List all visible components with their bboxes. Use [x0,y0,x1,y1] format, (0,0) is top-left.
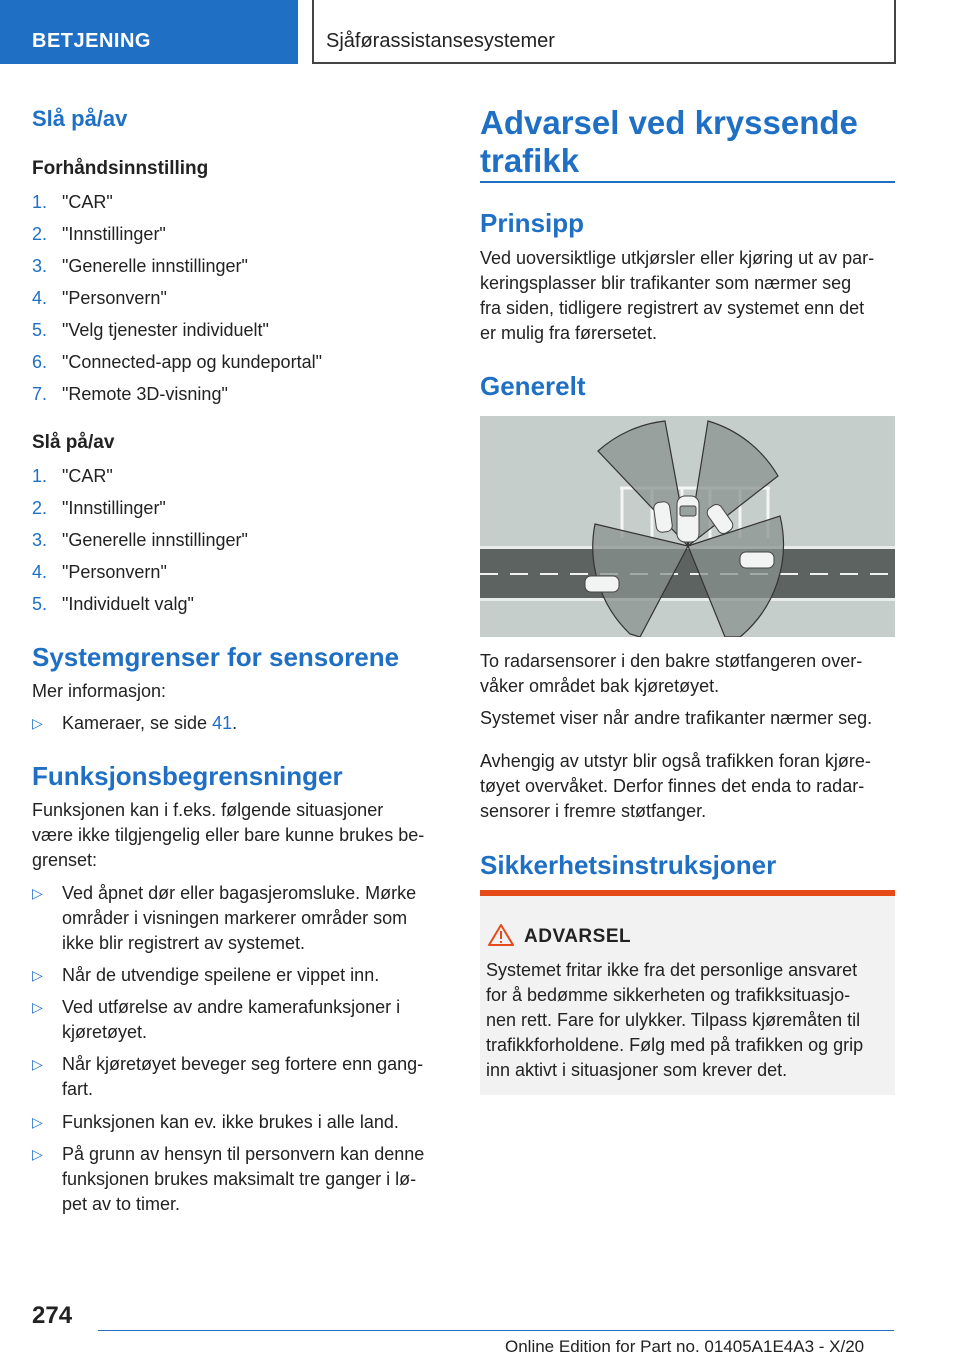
cross-traffic-illustration [480,416,895,637]
general-heading: Generelt [480,371,586,401]
triangle-bullet-icon: ▷ [32,967,43,983]
principle-text: Ved uoversiktlige utkjørsler eller kjøring ut av par- keringsplasser blir trafikanter som nærmer seg fra siden, tidligere registrert av systemet enn det er mulig fra førersetet. [480,248,875,343]
general-paragraph-3: Avhengig av utstyr blir også trafikken foran kjøre- tøyet overvåket. Derfor finnes det enda to radar- sensorer i fremre støtfanger. [480,751,871,821]
title-divider [480,181,895,183]
function-intro: Funksjonen kan i f.eks. følgende situasjoner være ikke tilgjengelig eller bare kunne brukes be- grenset: [32,800,425,870]
safety-heading: Sikkerhetsinstruksjoner [480,850,777,880]
triangle-bullet-icon: ▷ [32,1056,43,1072]
triangle-bullet-icon: ▷ [32,885,43,901]
page-link[interactable]: 41 [212,713,233,733]
principle-heading: Prinsipp [480,208,585,238]
edition-footer: Online Edition for Part no. 01405A1E4A3 - X/20 [505,1337,865,1356]
triangle-bullet-icon: ▷ [32,715,43,731]
function-limits-heading: Funksjonsbegrensninger [32,761,343,791]
warning-title: ADVARSEL [524,926,632,947]
general-paragraph-2: Systemet viser når andre trafikanter nærmer seg. [480,708,873,728]
triangle-bullet-icon: ▷ [32,999,43,1015]
triangle-bullet-icon: ▷ [32,1146,43,1162]
warning-text: Systemet fritar ikke fra det personlige ansvaret for å bedømme sikkerheten og trafikksituasjo- nen rett. Fare for ulykker. Tilpass kjøremåten til trafikkforholdene. Følg med på trafikken og grip inn aktivt i situasjoner som krever det. [486,960,864,1080]
warning-triangle-icon [488,924,514,946]
warning-box [480,890,895,1095]
footer-divider [98,1330,894,1331]
more-info-text: Mer informasjon: [32,681,167,701]
limits-heading: Systemgrenser for sensorene [32,642,400,672]
chapter-title: Sjåførassistansesystemer [312,0,896,64]
section-tab: BETJENING [0,0,298,64]
general-paragraph-1: To radarsensorer i den bakre støtfangeren over- våker området bak kjøretøyet. [480,651,863,696]
page-number: 274 [32,1302,73,1329]
triangle-bullet-icon: ▷ [32,1114,43,1130]
heading-slapa: Slå på/av [32,106,128,131]
cross-traffic-diagram [480,416,895,637]
presetting-heading: Forhåndsinnstilling [32,158,209,179]
page-title: Advarsel ved kryssende trafikk [480,104,858,179]
onoff-heading: Slå på/av [32,432,115,453]
